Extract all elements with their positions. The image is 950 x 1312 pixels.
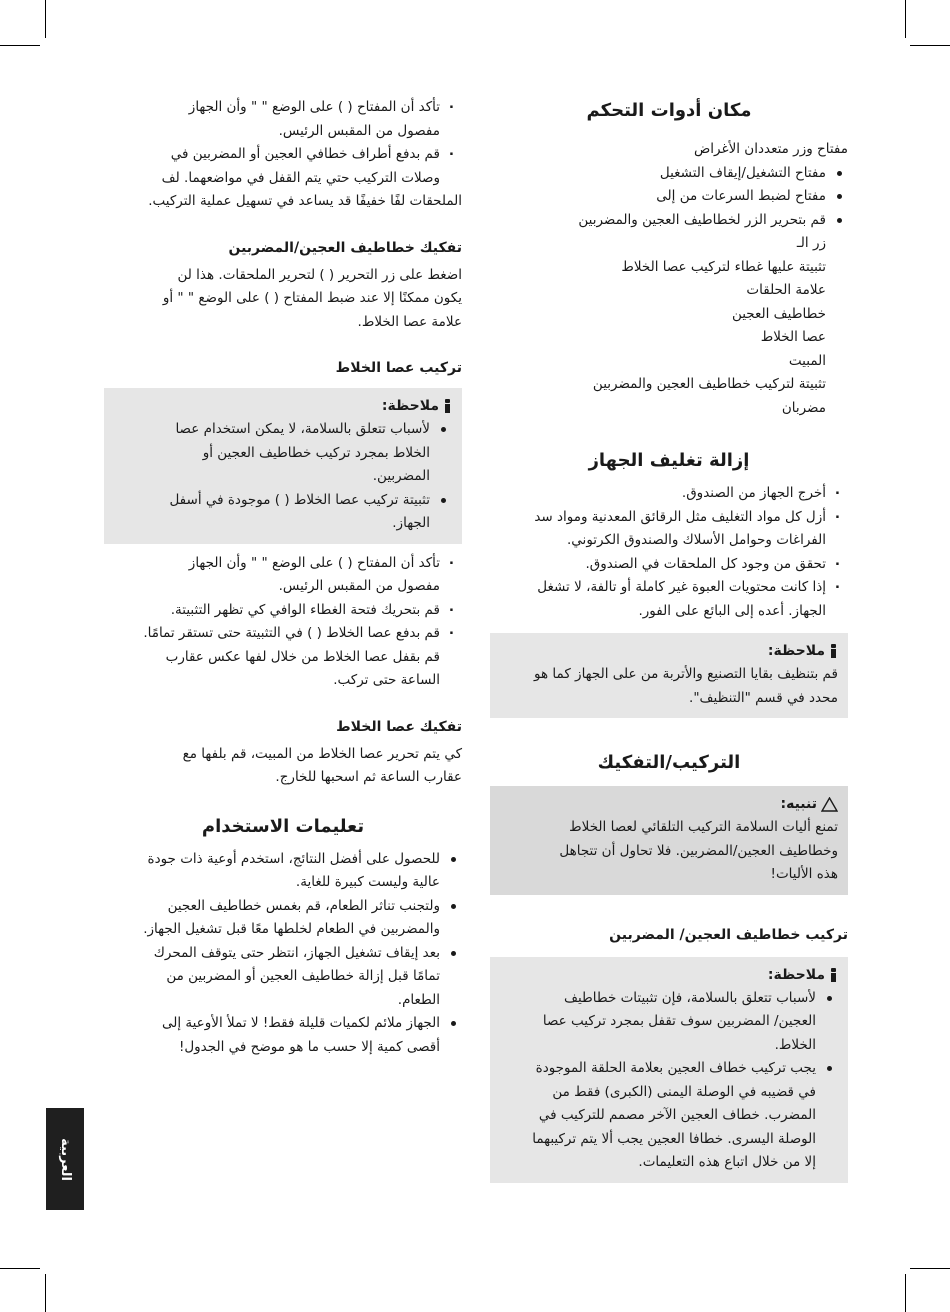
crop-mark bbox=[0, 45, 40, 46]
list-item: . قم بتحريك فتحة الغطاء الوافي كي تظهر التثبيتة. bbox=[104, 599, 462, 623]
info-icon bbox=[443, 399, 452, 413]
usage-bullets bbox=[104, 848, 462, 1060]
wand-removal-text: كي يتم تحرير عصا الخلاط من المبيت، قم بلفها مع عقارب الساعة ثم اسحبها للخارج. bbox=[182, 745, 462, 785]
assembly-heading: التركيب/التفكيك bbox=[597, 752, 741, 773]
list-item: . إذا كانت محتويات العبوة غير كاملة أو تالفة، لا تشغل الجهاز. أعده إلى البائع على الفور. bbox=[490, 576, 848, 623]
wand-removal-heading: تفكيك عصا الخلاط bbox=[336, 718, 462, 735]
wand-mount-steps bbox=[104, 552, 462, 693]
note-title: ملاحظة: bbox=[112, 394, 452, 418]
crop-mark bbox=[45, 1274, 46, 1312]
hooks-tail-text: الملحقات لفًا خفيفًا قد يساعد في تسهيل عملية التركيب. bbox=[148, 193, 462, 209]
wand-mount-note bbox=[104, 388, 462, 544]
info-icon bbox=[829, 968, 838, 982]
crop-mark bbox=[910, 1268, 950, 1269]
usage-heading: تعليمات الاستخدام bbox=[201, 815, 365, 837]
language-tab bbox=[46, 1108, 84, 1210]
note-bullets bbox=[112, 418, 452, 536]
crop-mark bbox=[0, 1268, 40, 1269]
hooks-mount-heading: تركيب خطاطيف العجين/ المضربين bbox=[609, 926, 848, 943]
note-title: ملاحظة: bbox=[498, 639, 838, 663]
list-item: قم بتحرير الزر لخطاطيف العجين والمضربين bbox=[490, 209, 848, 233]
controls-heading: مكان أدوات التحكم bbox=[586, 100, 752, 121]
part-item: تثبيتة عليها غطاء لتركيب عصا الخلاط bbox=[621, 258, 826, 275]
warning-title: تنبيه: bbox=[498, 792, 838, 816]
list-item: ولتجنب تناثر الطعام، قم بغمس خطاطيف العجين والمضربين في الطعام لخلطها معًا قبل تشغيل الجهاز. bbox=[104, 895, 462, 942]
part-item: تثبيتة لتركيب خطاطيف العجين والمضربين bbox=[592, 376, 826, 392]
list-item: . قم بدفع أطراف خطافي العجين أو المضربين في وصلات التركيب حتي يتم القفل في مواضعهما. لف bbox=[104, 143, 462, 190]
wand-mount-heading: تركيب عصا الخلاط bbox=[335, 360, 462, 376]
note-text: محدد في قسم "التنظيف". bbox=[689, 689, 838, 706]
list-item: للحصول على أفضل النتائج، استخدم أوعية ذات جودة عالية وليست كبيرة للغاية. bbox=[104, 848, 462, 895]
hooks-steps bbox=[104, 96, 462, 190]
part-item: خطاطيف العجين bbox=[731, 305, 826, 322]
left-column bbox=[104, 96, 462, 1059]
crop-mark bbox=[45, 0, 46, 38]
unpacking-steps bbox=[490, 482, 848, 623]
list-item: مفتاح لضبط السرعات من إلى bbox=[490, 185, 848, 209]
part-item: عصا الخلاط bbox=[760, 329, 826, 345]
list-item: لأسباب تتعلق بالسلامة، لا يمكن استخدام عصا الخلاط بمجرد تركيب خطاطيف العجين أو المضربين. bbox=[112, 418, 452, 489]
warning-icon bbox=[821, 797, 838, 812]
crop-mark bbox=[910, 45, 950, 46]
warning-text: هذه الأليات! bbox=[770, 866, 838, 882]
list-item: . تأكد أن المفتاح ( ) على الوضع " " وأن الجهاز مفصول من المقبس الرئيس. bbox=[104, 552, 462, 599]
list-item: تثبيتة تركيب عصا الخلاط ( ) موجودة في أسفل الجهاز. bbox=[112, 489, 452, 536]
hooks-removal-heading: تفكيك خطاطيف العجين/المضربين bbox=[228, 239, 462, 256]
list-item: . تحقق من وجود كل الملحقات في الصندوق. bbox=[490, 553, 848, 577]
list-item: . أزل كل مواد التغليف مثل الرقائق المعدنية ومواد سد الفراغات وحوامل الأسلاك والصندوق الكرتوني. bbox=[490, 506, 848, 553]
list-item: . قم بدفع عصا الخلاط ( ) في التثبيتة حتى تستقر تمامًا. قم بقفل عصا الخلاط من خلال لفها عكس عقارب الساعة حتى تركب. bbox=[104, 622, 462, 693]
list-item: مفتاح التشغيل/إيقاف التشغيل bbox=[490, 162, 848, 186]
part-item: المبيت bbox=[788, 352, 826, 369]
list-item: . أخرج الجهاز من الصندوق. bbox=[490, 482, 848, 506]
parts-list bbox=[490, 232, 848, 420]
note-text: قم بتنظيف بقايا التصنيع والأتربة من على الجهاز كما هو bbox=[534, 666, 838, 682]
part-item: زر الـ bbox=[796, 235, 826, 251]
list-item: لأسباب تتعلق بالسلامة، فإن تثبيتات خطاطيف العجين/ المضربين سوف تقفل بمجرد تركيب عصا الخلاط. bbox=[498, 987, 838, 1058]
assembly-warning bbox=[490, 786, 848, 895]
note-bullets bbox=[498, 987, 838, 1175]
info-icon bbox=[829, 644, 838, 658]
language-tab-label: العربية bbox=[57, 1137, 73, 1181]
right-column bbox=[490, 96, 848, 1183]
controls-bullets bbox=[490, 162, 848, 233]
unpacking-heading: إزالة تغليف الجهاز bbox=[588, 450, 750, 471]
warning-text: تمنع أليات السلامة التركيب التلقائي لعصا الخلاط bbox=[569, 819, 838, 835]
crop-mark bbox=[905, 0, 906, 38]
note-title: ملاحظة: bbox=[498, 963, 838, 987]
list-item: بعد إيقاف تشغيل الجهاز، انتظر حتى يتوقف المحرك تمامًا قبل إزالة خطاطيف العجين أو المضربين من الطعام. bbox=[104, 942, 462, 1013]
unpacking-note bbox=[490, 633, 848, 718]
hooks-mount-note bbox=[490, 957, 848, 1183]
list-item: يجب تركيب خطاف العجين بعلامة الحلقة الموجودة في قضيبه في الوصلة اليمنى (الكبرى) فقط من المضرب. خطاف العجين الآخر مصمم للتركيب في الوصلة اليسرى. خطافا العجين يجب ألا يتم تركيبهما إلا من خلال اتباع هذه التعليمات. bbox=[498, 1057, 838, 1175]
controls-intro: مفتاح وزر متعددان الأغراض bbox=[693, 141, 848, 157]
part-item: علامة الحلقات bbox=[746, 282, 826, 298]
crop-mark bbox=[905, 1274, 906, 1312]
warning-text: وخطاطيف العجين/المضربين. فلا تحاول أن تتجاهل bbox=[559, 842, 838, 859]
hooks-removal-text: اضغط على زر التحرير ( ) لتحرير الملحقات. هذا لن يكون ممكنًا إلا عند ضبط المفتاح ( ) على الوضع " " أو علامة عصا الخلاط. bbox=[162, 266, 462, 330]
part-item: مضربان bbox=[781, 399, 826, 416]
list-item: . تأكد أن المفتاح ( ) على الوضع " " وأن الجهاز مفصول من المقبس الرئيس. bbox=[104, 96, 462, 143]
list-item: الجهاز ملائم لكميات قليلة فقط! لا تملأ الأوعية إلى أقصى كمية إلا حسب ما هو موضح في الجدول! bbox=[104, 1012, 462, 1059]
